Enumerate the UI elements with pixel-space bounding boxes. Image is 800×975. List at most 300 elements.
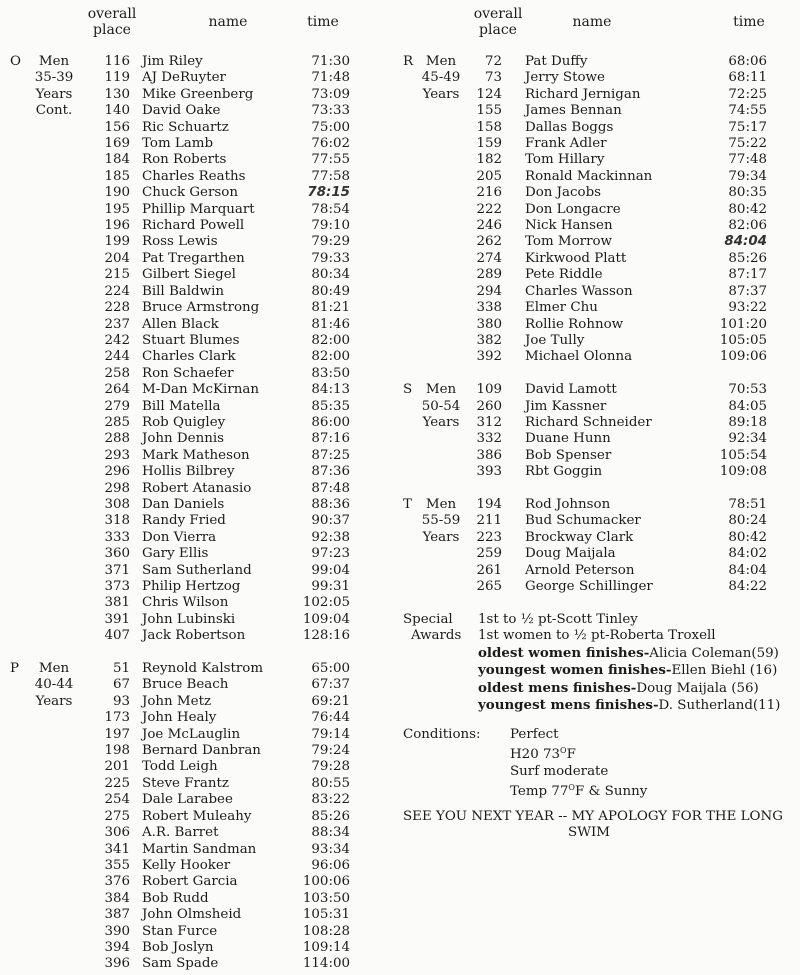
finish-time: 81:21: [311, 300, 350, 316]
division-label: Years: [35, 693, 73, 709]
result-row: [0, 497, 370, 513]
result-row: [395, 267, 800, 283]
finish-time: 105:31: [302, 907, 350, 923]
overall-place: 308: [104, 496, 130, 512]
runner-name: Frank Adler: [525, 136, 607, 152]
result-row: [395, 448, 800, 464]
finish-time: 82:00: [311, 349, 350, 365]
overall-place: 338: [476, 300, 502, 316]
finish-time: 102:05: [302, 595, 350, 611]
overall-place: 318: [104, 513, 130, 529]
finish-time: 92:38: [311, 529, 350, 545]
closing-note: [403, 809, 783, 842]
special-award-line: [478, 697, 780, 714]
overall-place: 306: [104, 825, 130, 841]
award-recipient: Scott Tinley: [556, 612, 638, 627]
overall-place: 198: [104, 743, 130, 759]
finish-time: 103:50: [302, 890, 350, 906]
result-row: [395, 546, 800, 562]
result-row: [395, 136, 800, 152]
finish-time: 99:31: [311, 579, 350, 594]
overall-place: 184: [104, 152, 130, 168]
finish-time: 88:34: [311, 825, 350, 841]
runner-name: Gilbert Siegel: [142, 267, 236, 283]
runner-name: John Metz: [142, 693, 212, 709]
overall-place: 182: [476, 152, 502, 168]
right-header-name: name: [572, 14, 612, 30]
finish-time: 76:44: [311, 710, 350, 726]
division-letter: O: [10, 54, 21, 69]
overall-place: 173: [104, 710, 130, 726]
result-row: [0, 530, 370, 546]
finish-time: 79:28: [311, 759, 350, 775]
finish-time: 85:26: [311, 808, 350, 824]
runner-name: Mike Greenberg: [142, 86, 254, 102]
overall-place: 116: [104, 54, 130, 69]
finish-time: 84:04: [728, 562, 767, 578]
finish-time: 77:58: [311, 168, 350, 184]
finish-time: 70:53: [728, 382, 767, 398]
overall-place: 355: [104, 857, 130, 873]
finish-time: 109:08: [719, 464, 767, 480]
result-row: [0, 185, 370, 201]
overall-place: 260: [476, 398, 502, 414]
runner-name: Todd Leigh: [142, 759, 218, 775]
runner-name: David Oake: [142, 103, 221, 119]
overall-place: 140: [104, 103, 130, 119]
runner-name: Charles Clark: [142, 349, 236, 365]
finish-time: 79:34: [728, 168, 767, 184]
finish-time: 68:11: [728, 70, 767, 86]
overall-place: 360: [104, 546, 130, 562]
division-label: Years: [35, 86, 73, 102]
division-label: 45-49: [421, 70, 461, 86]
result-row: [0, 448, 370, 464]
finish-time: 69:21: [311, 693, 350, 709]
result-row: [0, 300, 370, 316]
overall-place: 382: [476, 332, 502, 348]
result-row: [0, 317, 370, 333]
overall-place: 265: [476, 579, 502, 594]
runner-name: Gary Ellis: [142, 546, 209, 562]
finish-time: 74:55: [728, 103, 767, 119]
result-row: [395, 218, 800, 234]
finish-time: 75:22: [728, 136, 767, 152]
result-row: [0, 579, 370, 595]
finish-time: 79:33: [311, 250, 350, 266]
award-recipient: Roberta Troxell: [609, 628, 716, 644]
overall-place: 264: [104, 382, 130, 398]
overall-place: 407: [104, 628, 130, 644]
runner-name: Philip Hertzog: [142, 579, 241, 594]
result-row: [395, 399, 800, 415]
result-row: [0, 234, 370, 250]
result-row: [0, 431, 370, 447]
overall-place: 216: [476, 185, 502, 201]
overall-place: 393: [476, 464, 502, 480]
result-row: [395, 464, 800, 480]
runner-name: Bruce Beach: [142, 677, 229, 693]
division-letter: R: [403, 54, 414, 69]
finish-time: 80:42: [728, 529, 767, 545]
finish-time: 78:54: [311, 201, 350, 217]
finish-time: 65:00: [311, 661, 350, 677]
result-row: [395, 152, 800, 168]
result-row: [395, 382, 800, 398]
award-category: oldest women finishes-: [478, 644, 650, 661]
result-row: [395, 300, 800, 316]
overall-place: 225: [104, 775, 130, 791]
finish-time: 87:36: [311, 464, 350, 480]
runner-name: Chuck Gerson: [142, 185, 238, 201]
finish-time: 82:06: [728, 218, 767, 234]
runner-name: James Bennan: [525, 103, 622, 119]
division-label: Cont.: [35, 103, 73, 119]
overall-place: 380: [476, 316, 502, 332]
runner-name: Tom Hillary: [525, 152, 605, 168]
result-row: [0, 87, 370, 103]
finish-time: 83:22: [311, 792, 350, 808]
special-award-line: [478, 612, 780, 628]
result-row: [395, 530, 800, 546]
overall-place: 169: [104, 136, 130, 152]
runner-name: Bud Schumacker: [525, 513, 641, 529]
overall-place: 258: [104, 365, 130, 381]
result-row: [0, 825, 370, 841]
runner-name: Dan Daniels: [142, 496, 225, 512]
runner-name: Dallas Boggs: [525, 119, 614, 135]
finish-time: 87:25: [311, 447, 350, 463]
runner-name: Joe McLauglin: [142, 726, 241, 742]
runner-name: George Schillinger: [525, 579, 653, 594]
finish-time: 85:35: [311, 398, 350, 414]
conditions-surf: Surf moderate: [510, 763, 609, 779]
finish-time: 84:04: [724, 234, 767, 250]
result-row: [0, 120, 370, 136]
finish-time: 93:34: [311, 841, 350, 857]
division-label: Men: [38, 54, 70, 69]
runner-name: Reynold Kalstrom: [142, 661, 264, 677]
finish-time: 72:25: [728, 86, 767, 102]
result-row: [0, 628, 370, 644]
finish-time: 80:34: [311, 267, 350, 283]
overall-place: 109: [476, 382, 502, 398]
overall-place: 199: [104, 234, 130, 250]
overall-place: 381: [104, 595, 130, 611]
result-row: [0, 842, 370, 858]
result-row: [0, 267, 370, 283]
runner-name: Joe Tully: [525, 332, 585, 348]
runner-name: Pat Tregarthen: [142, 250, 245, 266]
finish-time: 87:17: [728, 267, 767, 283]
runner-name: Tom Morrow: [525, 234, 613, 250]
finish-time: 73:09: [311, 86, 350, 102]
runner-name: Mark Matheson: [142, 447, 250, 463]
result-row: [0, 891, 370, 907]
finish-time: 75:00: [311, 119, 350, 135]
finish-time: 86:00: [311, 414, 350, 430]
runner-name: Elmer Chu: [525, 300, 598, 316]
result-row: [395, 70, 800, 86]
result-row: [0, 612, 370, 628]
runner-name: Hollis Bilbrey: [142, 464, 235, 480]
result-row: [395, 431, 800, 447]
runner-name: Robert Muleahy: [142, 808, 252, 824]
overall-place: 51: [112, 661, 130, 677]
division-letter: T: [403, 496, 412, 512]
result-row: [0, 54, 370, 70]
finish-time: 81:46: [311, 316, 350, 332]
overall-place: 197: [104, 726, 130, 742]
header-place: place: [93, 22, 131, 38]
overall-place: 224: [104, 283, 130, 299]
runner-name: Pat Duffy: [525, 54, 588, 69]
result-row: [395, 202, 800, 218]
overall-place: 261: [476, 562, 502, 578]
finish-time: 92:34: [728, 431, 767, 447]
runner-name: Rollie Rohnow: [525, 316, 624, 332]
overall-place: 279: [104, 398, 130, 414]
result-row: [0, 759, 370, 775]
runner-name: Ronald Mackinnan: [525, 168, 653, 184]
overall-place: 159: [476, 136, 502, 152]
overall-place: 259: [476, 546, 502, 562]
runner-name: Charles Reaths: [142, 168, 246, 184]
overall-place: 155: [476, 103, 502, 119]
runner-name: Michael Olonna: [525, 349, 633, 365]
overall-place: 67: [112, 677, 130, 693]
awards-label: Awards: [411, 628, 462, 644]
overall-place: 222: [476, 201, 502, 217]
finish-time: 101:20: [719, 316, 767, 332]
runner-name: Pete Riddle: [525, 267, 603, 283]
division-label: Years: [422, 529, 460, 545]
result-row: [395, 349, 800, 365]
overall-place: 223: [476, 529, 502, 545]
runner-name: John Olmsheid: [142, 907, 242, 923]
result-row: [395, 563, 800, 579]
runner-name: Sam Sutherland: [142, 562, 252, 578]
result-row: [395, 54, 800, 70]
finish-time: 128:16: [302, 628, 350, 644]
result-row: [0, 415, 370, 431]
right-header-overall-place: [466, 6, 530, 38]
header-place: place: [479, 22, 517, 38]
special-award-line: [478, 662, 780, 679]
runner-name: Sam Spade: [142, 956, 219, 972]
finish-time: 109:06: [719, 349, 767, 365]
result-row: [0, 661, 370, 677]
right-results-column: [395, 54, 800, 595]
overall-place: 156: [104, 119, 130, 135]
overall-place: 376: [104, 874, 130, 890]
result-row: [0, 792, 370, 808]
result-row: [395, 120, 800, 136]
result-row: [395, 415, 800, 431]
runner-name: Kelly Hooker: [142, 857, 231, 873]
overall-place: 390: [104, 923, 130, 939]
runner-name: Phillip Marquart: [142, 201, 255, 217]
award-recipient: D. Sutherland(11): [658, 698, 781, 714]
runner-name: John Healy: [142, 710, 217, 726]
result-row: [0, 595, 370, 611]
overall-place: 185: [104, 168, 130, 184]
finish-time: 80:35: [728, 185, 767, 201]
overall-place: 254: [104, 792, 130, 808]
overall-place: 196: [104, 218, 130, 234]
runner-name: Bruce Armstrong: [142, 300, 260, 316]
runner-name: Robert Garcia: [142, 874, 238, 890]
finish-time: 109:04: [302, 611, 350, 627]
runner-name: Jack Robertson: [142, 628, 246, 644]
overall-place: 246: [476, 218, 502, 234]
runner-name: Richard Powell: [142, 218, 245, 234]
runner-name: Don Vierra: [142, 529, 217, 545]
finish-time: 67:37: [311, 677, 350, 693]
result-row: [0, 218, 370, 234]
result-row: [0, 677, 370, 693]
runner-name: Bob Joslyn: [142, 939, 214, 955]
finish-time: 89:18: [728, 414, 767, 430]
overall-place: 124: [476, 86, 502, 102]
overall-place: 204: [104, 250, 130, 266]
result-row: [395, 169, 800, 185]
group-spacer: [0, 645, 370, 661]
result-row: [0, 743, 370, 759]
runner-name: Bernard Danbran: [142, 743, 261, 759]
runner-name: Arnold Peterson: [525, 562, 635, 578]
finish-time: 79:29: [311, 234, 350, 250]
finish-time: 93:22: [728, 300, 767, 316]
runner-name: Richard Schneider: [525, 414, 652, 430]
result-row: [0, 349, 370, 365]
runner-name: Duane Hunn: [525, 431, 611, 447]
result-row: [395, 333, 800, 349]
finish-time: 114:00: [302, 956, 350, 972]
special-awards-list: [478, 612, 780, 715]
runner-name: Steve Frantz: [142, 775, 229, 791]
result-row: [0, 152, 370, 168]
overall-place: 201: [104, 759, 130, 775]
overall-place: 392: [476, 349, 502, 365]
award-category: youngest mens finishes-: [478, 697, 659, 714]
award-recipient: Ellen Biehl (16): [671, 663, 778, 679]
finish-time: 79:10: [311, 218, 350, 234]
result-row: [0, 546, 370, 562]
overall-place: 332: [476, 431, 502, 447]
result-row: [0, 70, 370, 86]
award-recipient: Doug Maijala (56): [636, 680, 759, 696]
result-row: [395, 513, 800, 529]
result-row: [395, 185, 800, 201]
award-category: youngest women finishes-: [478, 662, 672, 679]
runner-name: Ric Schuartz: [142, 119, 229, 135]
result-row: [395, 103, 800, 119]
overall-place: 72: [484, 54, 502, 69]
runner-name: Tom Lamb: [142, 136, 214, 152]
finish-time: 108:28: [302, 923, 350, 939]
overall-place: 211: [476, 513, 502, 529]
result-row: [0, 874, 370, 890]
result-row: [0, 924, 370, 940]
result-row: [0, 727, 370, 743]
right-header-time: time: [733, 14, 765, 30]
division-label: 50-54: [421, 398, 461, 414]
overall-place: 274: [476, 250, 502, 266]
runner-name: Stan Furce: [142, 923, 218, 939]
division-label: Years: [422, 414, 460, 430]
overall-place: 293: [104, 447, 130, 463]
overall-place: 195: [104, 201, 130, 217]
finish-time: 79:24: [311, 743, 350, 759]
group-spacer: [395, 481, 800, 497]
overall-place: 194: [476, 496, 502, 512]
overall-place: 73: [484, 70, 502, 86]
runner-name: Jerry Stowe: [525, 70, 605, 86]
runner-name: M-Dan McKirnan: [142, 382, 259, 398]
overall-place: 387: [104, 907, 130, 923]
finish-time: 84:22: [728, 579, 767, 594]
overall-place: 262: [476, 234, 502, 250]
result-row: [395, 87, 800, 103]
result-row: [0, 776, 370, 792]
finish-time: 84:05: [728, 398, 767, 414]
finish-time: 80:49: [311, 283, 350, 299]
overall-place: 384: [104, 890, 130, 906]
runner-name: Randy Fried: [142, 513, 226, 529]
runner-name: John Lubinski: [142, 611, 236, 627]
finish-time: 87:37: [728, 283, 767, 299]
overall-place: 215: [104, 267, 130, 283]
division-label: Men: [425, 54, 457, 69]
result-row: [395, 317, 800, 333]
division-label: Men: [38, 661, 70, 677]
overall-place: 396: [104, 956, 130, 972]
division-label: 35-39: [34, 70, 74, 86]
runner-name: Allen Black: [142, 316, 219, 332]
finish-time: 105:05: [719, 332, 767, 348]
award-recipient: Alicia Coleman(59): [649, 645, 779, 661]
group-spacer: [395, 366, 800, 382]
result-row: [0, 956, 370, 972]
runner-name: Robert Atanasio: [142, 480, 252, 496]
runner-name: Charles Wasson: [525, 283, 633, 299]
finish-time: 76:02: [311, 136, 350, 152]
runner-name: Bill Baldwin: [142, 283, 224, 299]
result-row: [0, 251, 370, 267]
result-row: [0, 103, 370, 119]
overall-place: 237: [104, 316, 130, 332]
runner-name: Kirkwood Platt: [525, 250, 627, 266]
result-row: [0, 809, 370, 825]
runner-name: Martin Sandman: [142, 841, 257, 857]
overall-place: 275: [104, 808, 130, 824]
finish-time: 87:16: [311, 431, 350, 447]
runner-name: AJ DeRuyter: [142, 70, 226, 86]
result-row: [0, 464, 370, 480]
overall-place: 228: [104, 300, 130, 316]
finish-time: 80:42: [728, 201, 767, 217]
runner-name: Rob Quigley: [142, 414, 226, 430]
overall-place: 244: [104, 349, 130, 365]
finish-time: 71:48: [311, 70, 350, 86]
overall-place: 289: [476, 267, 502, 283]
result-row: [0, 382, 370, 398]
runner-name: Ross Lewis: [142, 234, 218, 250]
runner-name: Ron Schaefer: [142, 365, 234, 381]
overall-place: 285: [104, 414, 130, 430]
award-category: 1st to ½ pt-: [478, 612, 557, 627]
